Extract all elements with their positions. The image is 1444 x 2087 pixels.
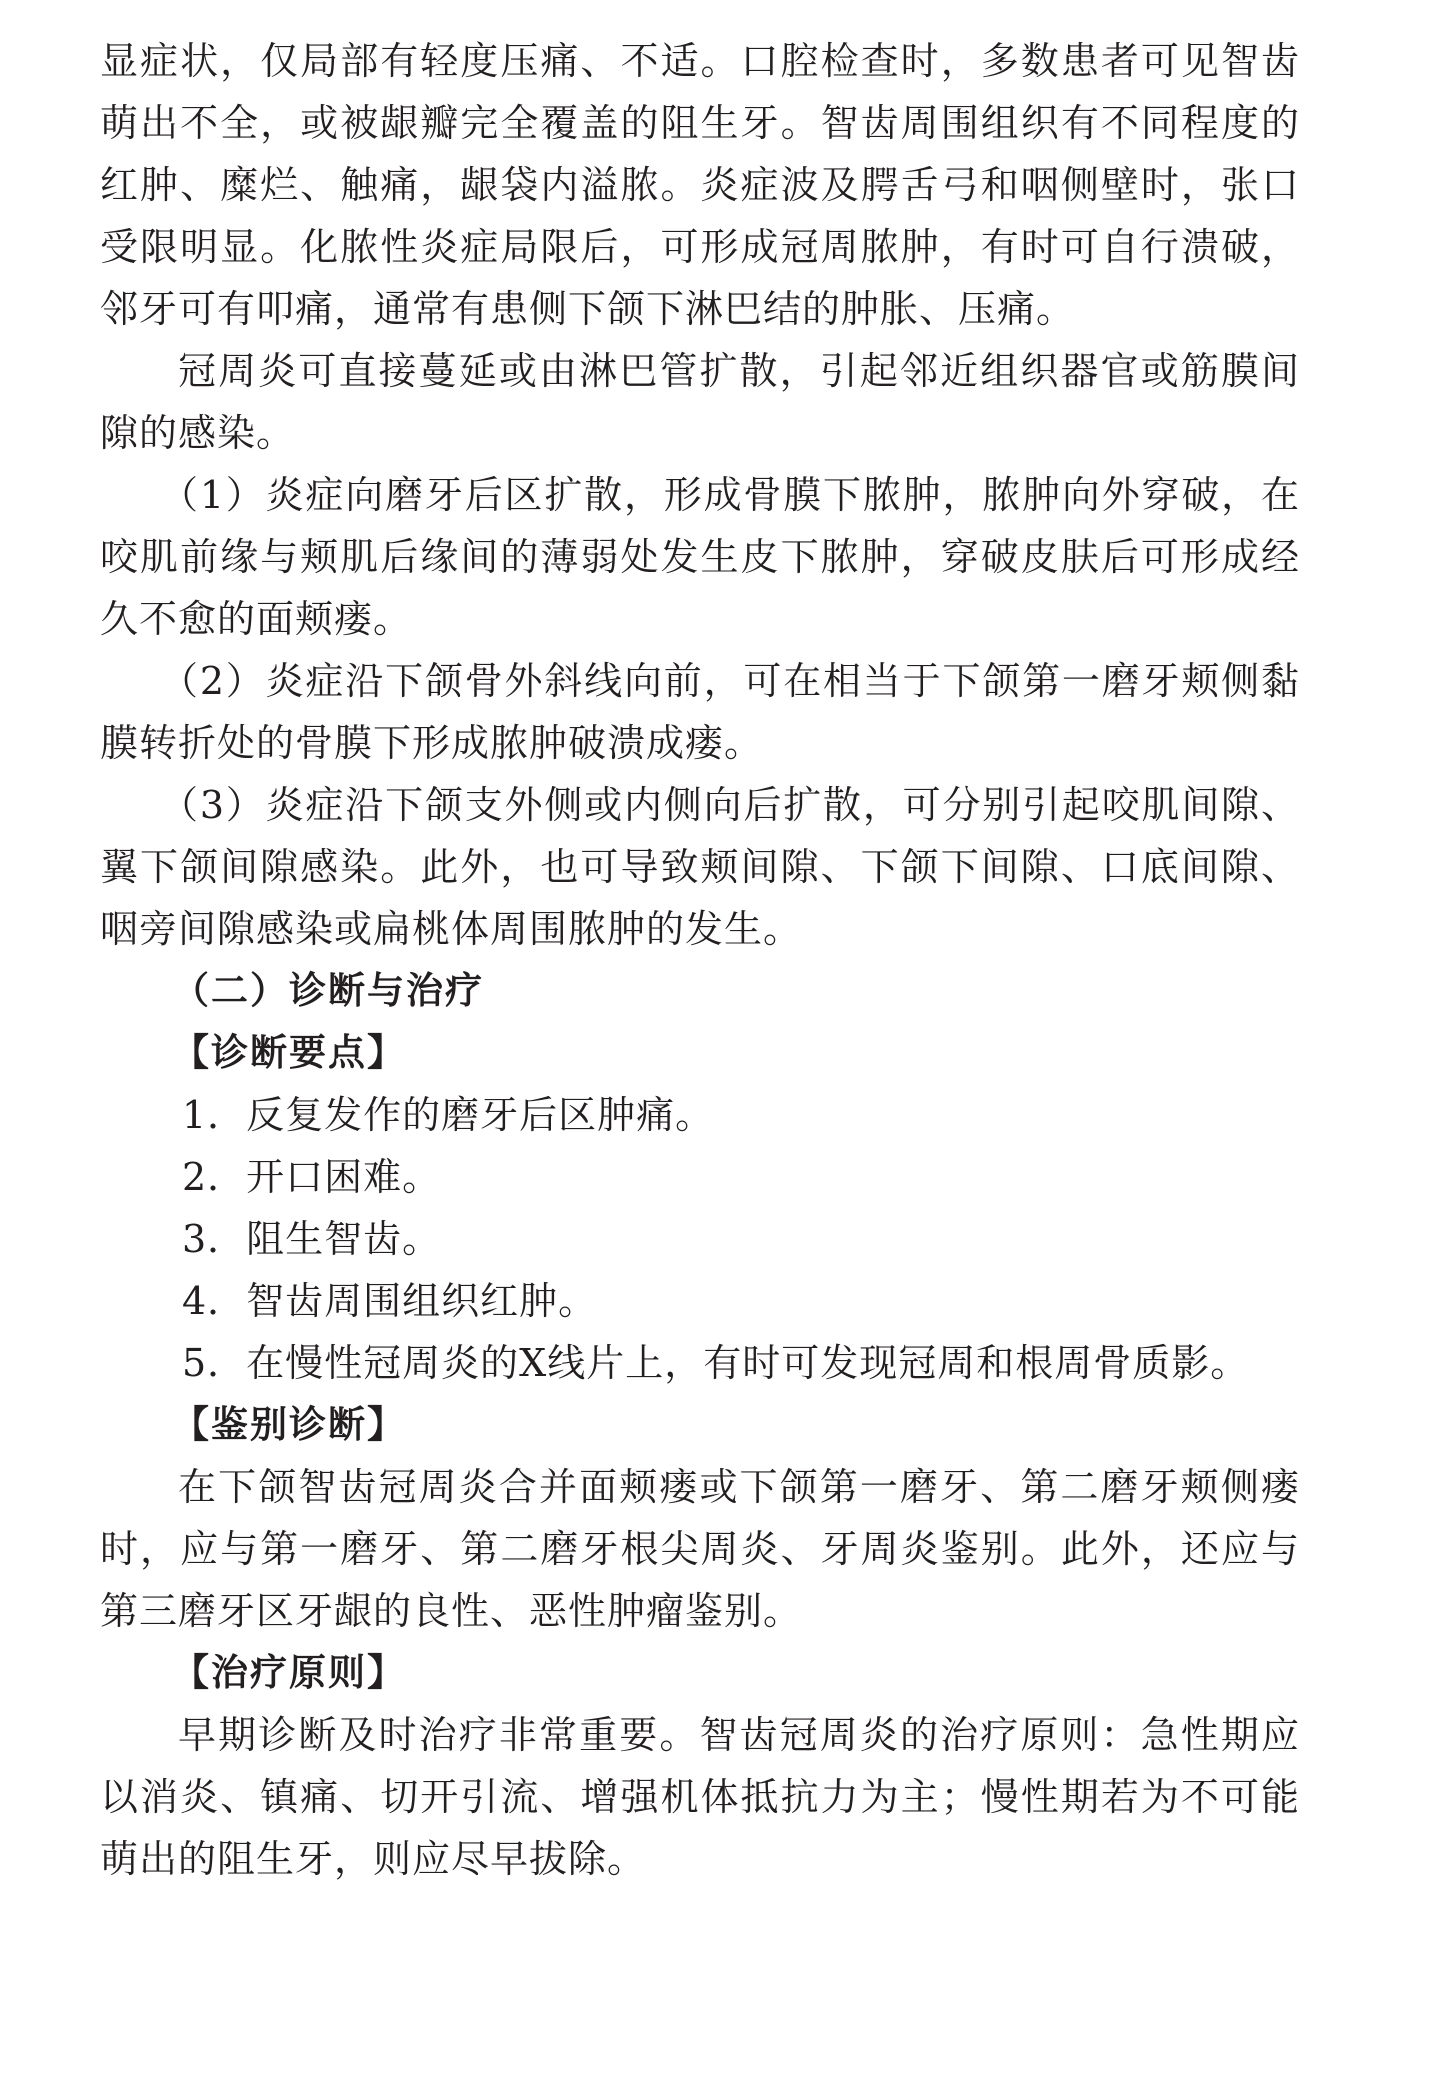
paragraph-symptoms: 显症状，仅局部有轻度压痛、不适。口腔检查时，多数患者可见智齿萌出不全，或被龈瓣完全覆盖的阻生牙。智齿周围组织有不同程度的红肿、糜烂、触痛，龈袋内溢脓。炎症波及腭舌弓和咽侧壁时，张口受限明显。化脓性炎症局限后，可形成冠周脓肿，有时可自行溃破，邻牙可有叩痛，通常有患侧下颌下淋巴结的肿胀、压痛。 [100,39,1300,331]
paragraph-spread: 冠周炎可直接蔓延或由淋巴管扩散，引起邻近组织器官或筋膜间隙的感染。 [100,349,1300,455]
diagnosis-item: 5．在慢性冠周炎的X线片上，有时可发现冠周和根周骨质影。 [182,1341,1250,1385]
differential-heading: 【鉴别诊断】 [172,1403,406,1446]
treatment-text: 早期诊断及时治疗非常重要。智齿冠周炎的治疗原则：急性期应以消炎、镇痛、切开引流、增强机体抵抗力为主；慢性期若为不可能萌出的阻生牙，则应尽早拔除。 [100,1713,1300,1881]
section-title: （二）诊断与治疗 [172,969,484,1012]
paragraph-spread-item-3: （3）炎症沿下颌支外侧或内侧向后扩散，可分别引起咬肌间隙、翼下颌间隙感染。此外，也可导致颊间隙、下颌下间隙、口底间隙、咽旁间隙感染或扁桃体周围脓肿的发生。 [100,783,1300,951]
treatment-heading: 【治疗原则】 [172,1651,406,1694]
diagnosis-heading: 【诊断要点】 [172,1031,406,1074]
diagnosis-item: 2．开口困难。 [182,1155,442,1199]
paragraph-spread-item-1: （1）炎症向磨牙后区扩散，形成骨膜下脓肿，脓肿向外穿破，在咬肌前缘与颊肌后缘间的薄弱处发生皮下脓肿，穿破皮肤后可形成经久不愈的面颊瘘。 [100,473,1300,641]
differential-text: 在下颌智齿冠周炎合并面颊瘘或下颌第一磨牙、第二磨牙颊侧瘘时，应与第一磨牙、第二磨牙根尖周炎、牙周炎鉴别。此外，还应与第三磨牙区牙龈的良性、恶性肿瘤鉴别。 [100,1465,1300,1633]
document-page [100,30,1300,1890]
paragraph-spread-item-2: （2）炎症沿下颌骨外斜线向前，可在相当于下颌第一磨牙颊侧黏膜转折处的骨膜下形成脓肿破溃成瘘。 [100,659,1300,765]
diagnosis-item: 4．智齿周围组织红肿。 [182,1279,598,1323]
diagnosis-item: 3．阻生智齿。 [182,1217,442,1261]
diagnosis-item: 1．反复发作的磨牙后区肿痛。 [182,1093,715,1137]
